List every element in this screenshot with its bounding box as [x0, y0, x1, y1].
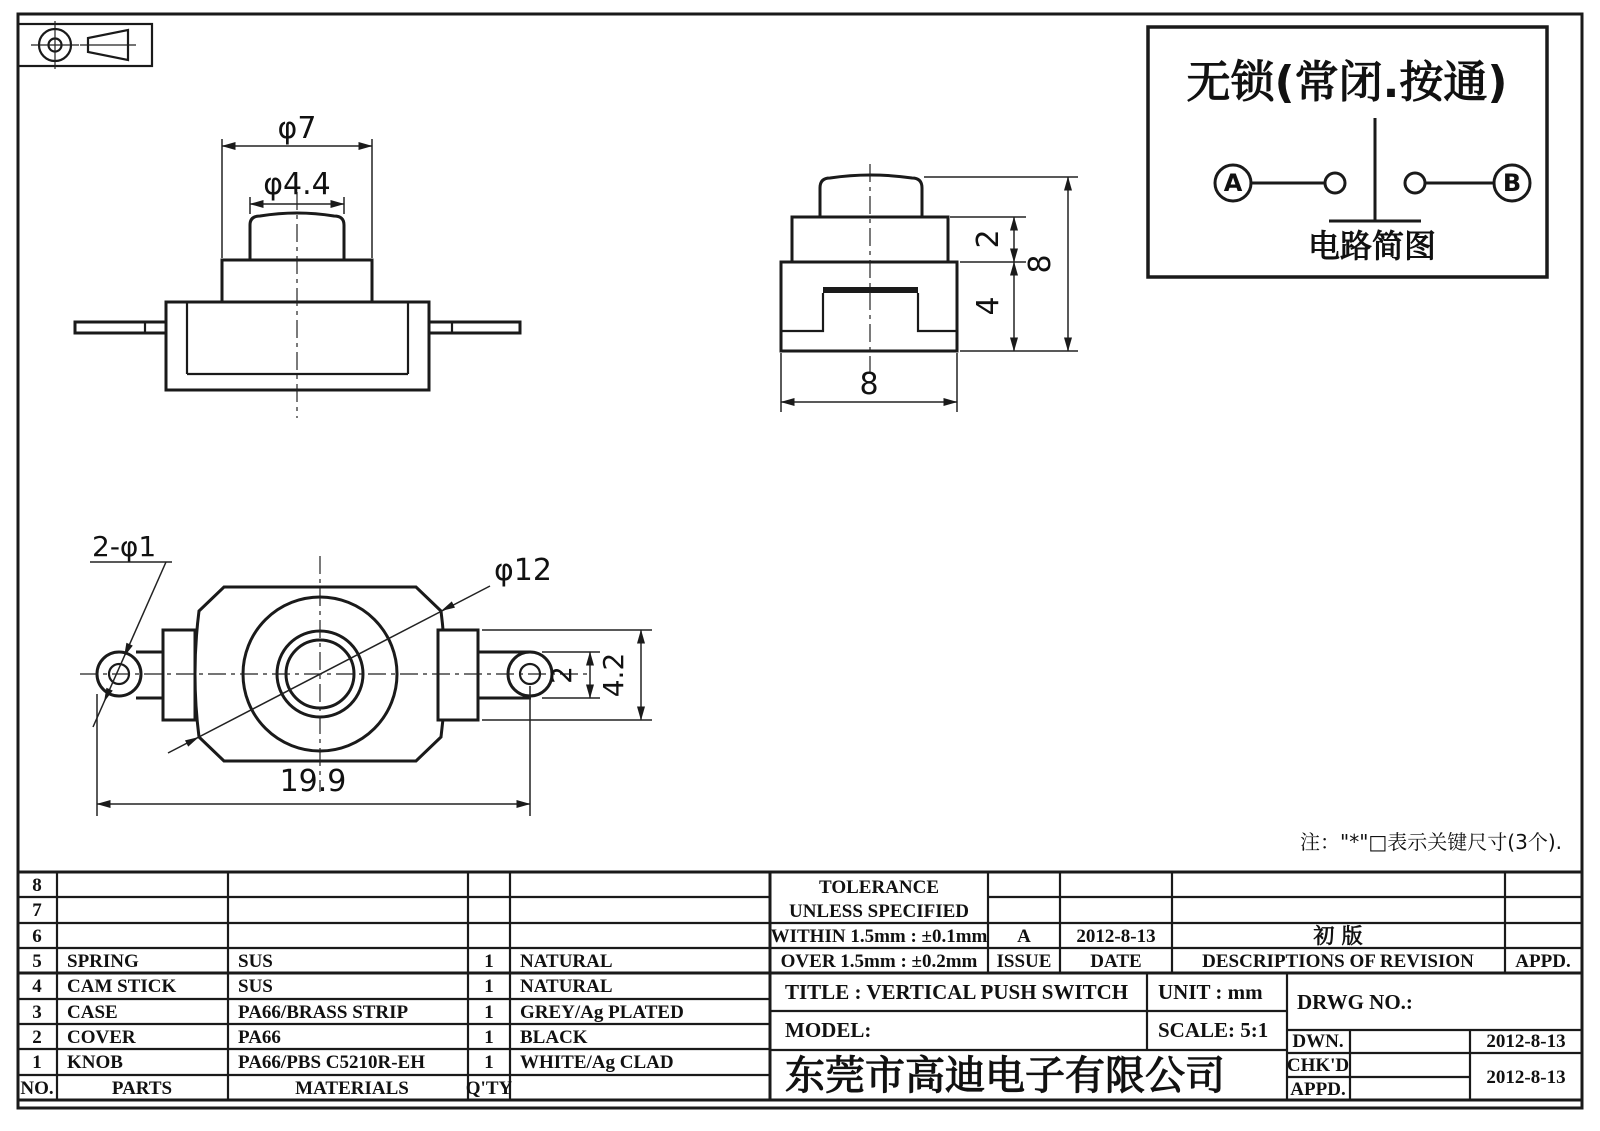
title-block	[771, 877, 1571, 1100]
dim-top-terminal-total-label: 4.2	[597, 652, 630, 698]
table-row	[32, 1027, 588, 1048]
table-row	[32, 926, 42, 947]
unit-value: UNIT : mm	[1158, 980, 1263, 1004]
bom-no: 2	[32, 1027, 42, 1048]
dim-top-holes-label: 2-φ1	[92, 530, 157, 563]
table-row	[32, 1002, 684, 1023]
dim-front-outer-label: φ7	[277, 111, 317, 146]
dim-top-length-label: 19.9	[279, 764, 347, 799]
appd-label: APPD.	[1515, 951, 1571, 972]
appd2-label: APPD.	[1290, 1079, 1346, 1100]
bom-parts: CAM STICK	[67, 976, 177, 997]
bom-parts: KNOB	[67, 1052, 123, 1073]
contact-left-icon	[1325, 173, 1345, 193]
tolerance-within: WITHIN 1.5mm : ±0.1mm	[770, 926, 988, 947]
bom-materials: SUS	[238, 976, 273, 997]
bom-no: 7	[32, 900, 42, 921]
top-view	[80, 530, 652, 816]
bom-qty: 1	[484, 951, 494, 972]
bom-parts: COVER	[67, 1027, 136, 1048]
chkd-label: CHK'D	[1286, 1055, 1350, 1076]
bom-qty: 1	[484, 1002, 494, 1023]
scale-value: SCALE: 5:1	[1158, 1018, 1269, 1042]
left-terminal	[75, 322, 166, 333]
company-name: 东莞市高迪电子有限公司	[785, 1053, 1225, 1099]
table-row	[32, 900, 42, 921]
circuit-title: 无锁(常闭.按通)	[1186, 57, 1508, 108]
bom-table	[20, 875, 683, 1099]
dwn-date: 2012-8-13	[1486, 1031, 1566, 1052]
revision-date: 2012-8-13	[1076, 926, 1156, 947]
dim-side-total-label: 8	[1023, 254, 1058, 274]
dim-side-step-label: 2	[971, 229, 1006, 249]
table-footer-row	[20, 1078, 512, 1099]
projection-symbol-icon	[18, 21, 152, 69]
table-row	[32, 976, 612, 997]
front-view	[75, 111, 520, 418]
bom-header-no: NO.	[20, 1078, 54, 1099]
bom-no: 6	[32, 926, 42, 947]
bom-header-qty: Q'TY	[465, 1078, 513, 1099]
right-terminal	[429, 322, 520, 333]
table-row	[32, 951, 612, 972]
bom-header-parts: PARTS	[111, 1078, 173, 1099]
bom-finish: NATURAL	[520, 951, 613, 972]
bom-parts: CASE	[67, 1002, 118, 1023]
circuit-caption: 电路简图	[1307, 227, 1437, 265]
bom-no: 1	[32, 1052, 42, 1073]
bom-qty: 1	[484, 976, 494, 997]
tolerance-line1: TOLERANCE	[818, 877, 940, 898]
contact-right-icon	[1405, 173, 1425, 193]
dim-top-terminal-label: 2	[545, 666, 578, 684]
date-label: DATE	[1090, 951, 1142, 972]
bom-materials: PA66/PBS C5210R-EH	[238, 1052, 426, 1073]
tolerance-over: OVER 1.5mm : ±0.2mm	[780, 951, 978, 972]
issue-label: ISSUE	[996, 951, 1052, 972]
descriptions-label: DESCRIPTIONS OF REVISION	[1202, 951, 1474, 972]
drawing-title: TITLE : VERTICAL PUSH SWITCH	[785, 980, 1129, 1004]
revision-description: 初 版	[1313, 924, 1363, 948]
bom-parts: SPRING	[67, 951, 139, 972]
bom-finish: NATURAL	[520, 976, 613, 997]
bom-materials: PA66/BRASS STRIP	[238, 1002, 409, 1023]
dim-side-width-label: 8	[859, 367, 879, 402]
bom-finish: WHITE/Ag CLAD	[520, 1052, 674, 1073]
key-dimension-note: 注："*"□表示关键尺寸(3个).	[1300, 830, 1562, 854]
side-view	[781, 164, 1078, 412]
bom-materials: SUS	[238, 951, 273, 972]
terminal-b-label: B	[1502, 169, 1522, 197]
circuit-diagram	[1148, 27, 1547, 277]
dim-top-body-label: φ12	[494, 553, 552, 588]
bom-no: 3	[32, 1002, 42, 1023]
table-row	[32, 1052, 673, 1073]
bom-no: 4	[32, 976, 42, 997]
bom-finish: GREY/Ag PLATED	[520, 1002, 684, 1023]
bom-finish: BLACK	[520, 1027, 588, 1048]
chkd-date: 2012-8-13	[1486, 1067, 1566, 1088]
drawing-number-label: DRWG NO.:	[1297, 990, 1413, 1014]
terminal-a-label: A	[1223, 169, 1243, 197]
revision-letter: A	[1017, 926, 1031, 947]
bom-materials: PA66	[238, 1027, 281, 1048]
tolerance-line2: UNLESS SPECIFIED	[788, 901, 970, 922]
dwn-label: DWN.	[1292, 1031, 1344, 1052]
bom-header-materials: MATERIALS	[295, 1078, 409, 1099]
model-label: MODEL:	[785, 1018, 872, 1042]
table-row	[32, 875, 42, 896]
bom-qty: 1	[484, 1052, 494, 1073]
bom-no: 8	[32, 875, 42, 896]
bom-no: 5	[32, 951, 42, 972]
dim-side-base-label: 4	[971, 296, 1006, 316]
bom-qty: 1	[484, 1027, 494, 1048]
dim-front-knob-label: φ4.4	[263, 167, 331, 202]
